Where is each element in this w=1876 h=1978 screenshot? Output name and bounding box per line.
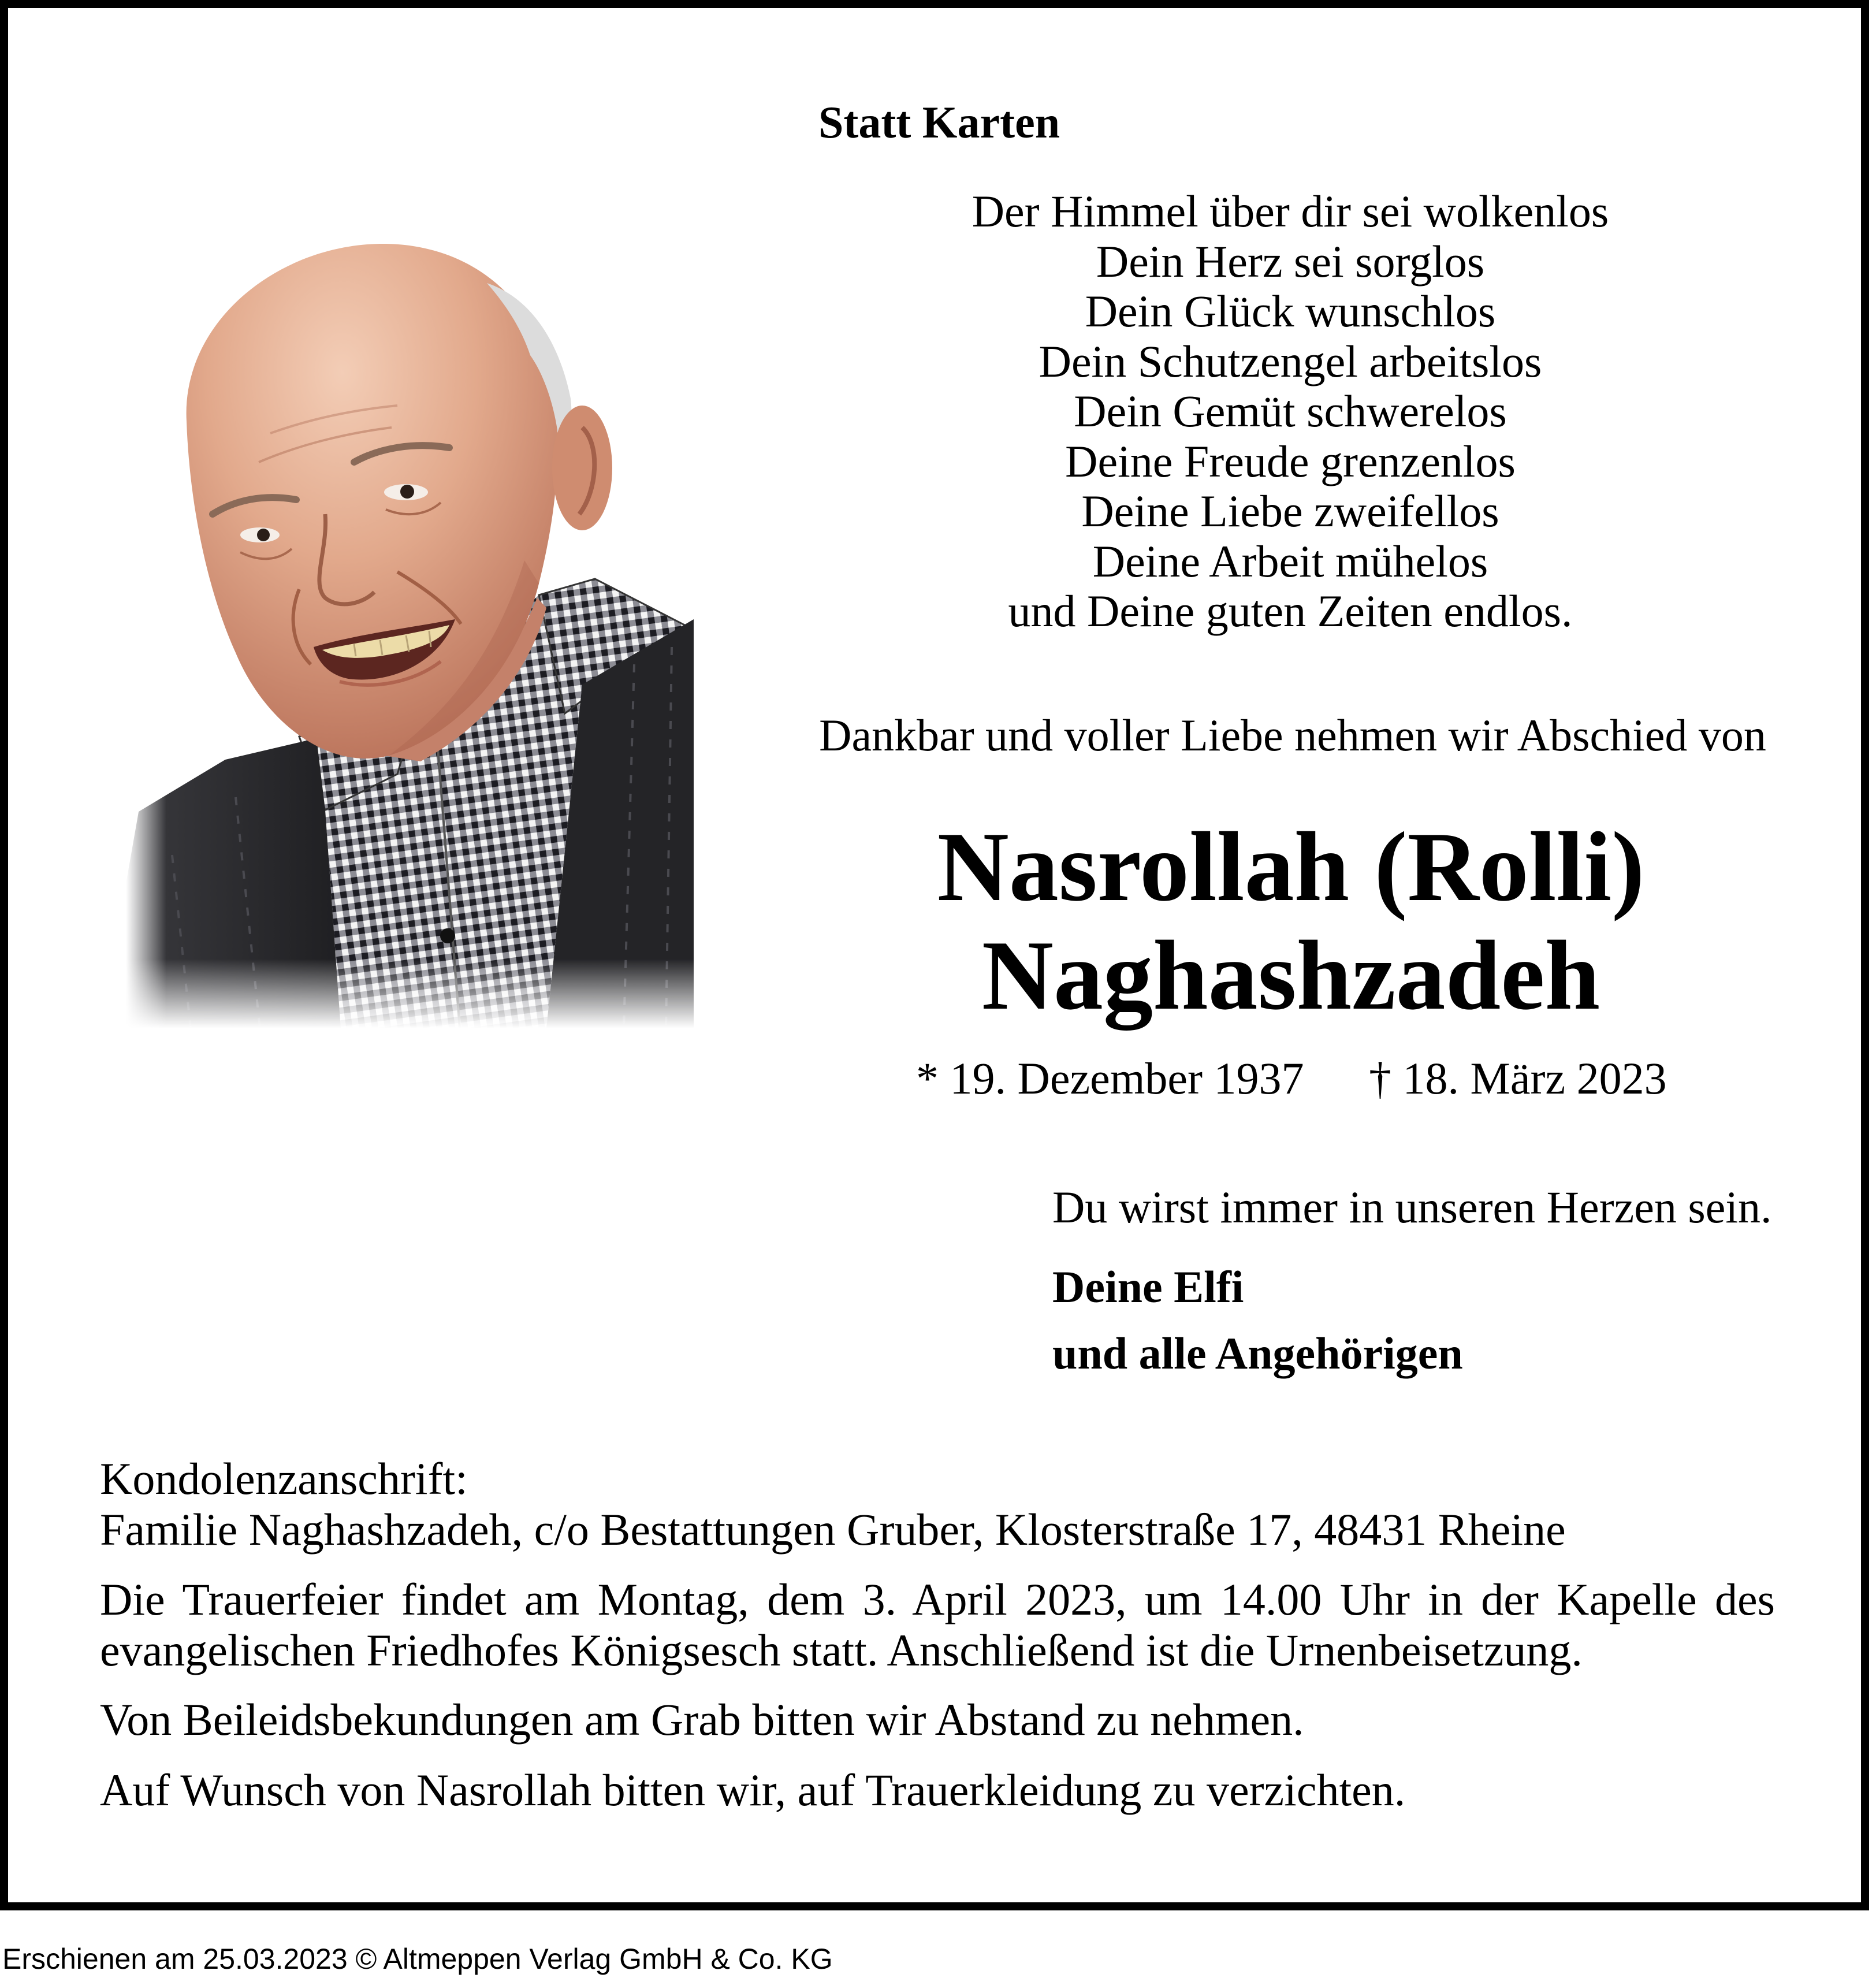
ceremony-info xyxy=(100,1574,1775,1676)
portrait-photo xyxy=(126,191,694,1028)
condolence-address-block xyxy=(100,1453,1775,1555)
poem-line: Dein Gemüt schwerelos xyxy=(1074,386,1507,436)
condolence-request xyxy=(100,1694,1775,1745)
poem-line: Deine Arbeit mühelos xyxy=(1092,536,1488,586)
poem-line: Dein Herz sei sorglos xyxy=(1096,236,1485,287)
signature-line: und alle Angehörigen xyxy=(1052,1328,1463,1378)
condolence-label: Kondolenzanschrift: xyxy=(100,1453,468,1504)
poem-line: und Deine guten Zeiten endlos. xyxy=(1008,586,1573,636)
clothing-request xyxy=(100,1765,1775,1816)
condolence-address: Familie Naghashzadeh, c/o Bestattungen Gruber, Klosterstraße 17, 48431 Rheine xyxy=(100,1504,1566,1555)
poem-line: Deine Liebe zweifellos xyxy=(1081,486,1499,536)
notice-heading: Statt Karten xyxy=(818,97,1060,147)
poem-line: Deine Freude grenzenlos xyxy=(1065,436,1516,486)
closing-line: Du wirst immer in unseren Herzen sein. xyxy=(1052,1182,1772,1232)
photo-vignette-left xyxy=(126,191,166,1028)
deceased-last-name: Naghashzadeh xyxy=(981,921,1600,1031)
ceremony-line: Die Trauerfeier findet am Montag, dem 3. April 2023, um 14.00 Uhr in der Kapelle des xyxy=(100,1574,1775,1624)
poem-line: Dein Schutzengel arbeitslos xyxy=(1038,336,1542,386)
deceased-name xyxy=(771,813,1811,1030)
death-date: † 18. März 2023 xyxy=(1369,1053,1667,1103)
poem-line: Der Himmel über dir sei wolkenlos xyxy=(972,186,1609,236)
poem-line: Dein Glück wunschlos xyxy=(1085,286,1496,336)
deceased-first-name: Nasrollah (Rolli) xyxy=(937,812,1645,922)
publication-footer: Erschienen am 25.03.2023 © Altmeppen Verlag GmbH & Co. KG xyxy=(2,1943,833,1975)
birth-date: * 19. Dezember 1937 xyxy=(916,1053,1304,1103)
photo-vignette-bottom xyxy=(126,959,694,1028)
clothing-request-text: Auf Wunsch von Nasrollah bitten wir, auf Trauerkleidung zu verzichten. xyxy=(100,1765,1406,1815)
shirt-button xyxy=(440,928,455,943)
signature-line: Deine Elfi xyxy=(1052,1262,1244,1312)
grave-request-text: Von Beileidsbekundungen am Grab bitten wir Abstand zu nehmen. xyxy=(100,1694,1304,1745)
poem xyxy=(857,187,1724,637)
ceremony-line: evangelischen Friedhofes Königsesch statt. Anschließend ist die Urnenbeisetzung. xyxy=(100,1625,1583,1675)
farewell-intro: Dankbar und voller Liebe nehmen wir Abschied von xyxy=(819,710,1766,760)
